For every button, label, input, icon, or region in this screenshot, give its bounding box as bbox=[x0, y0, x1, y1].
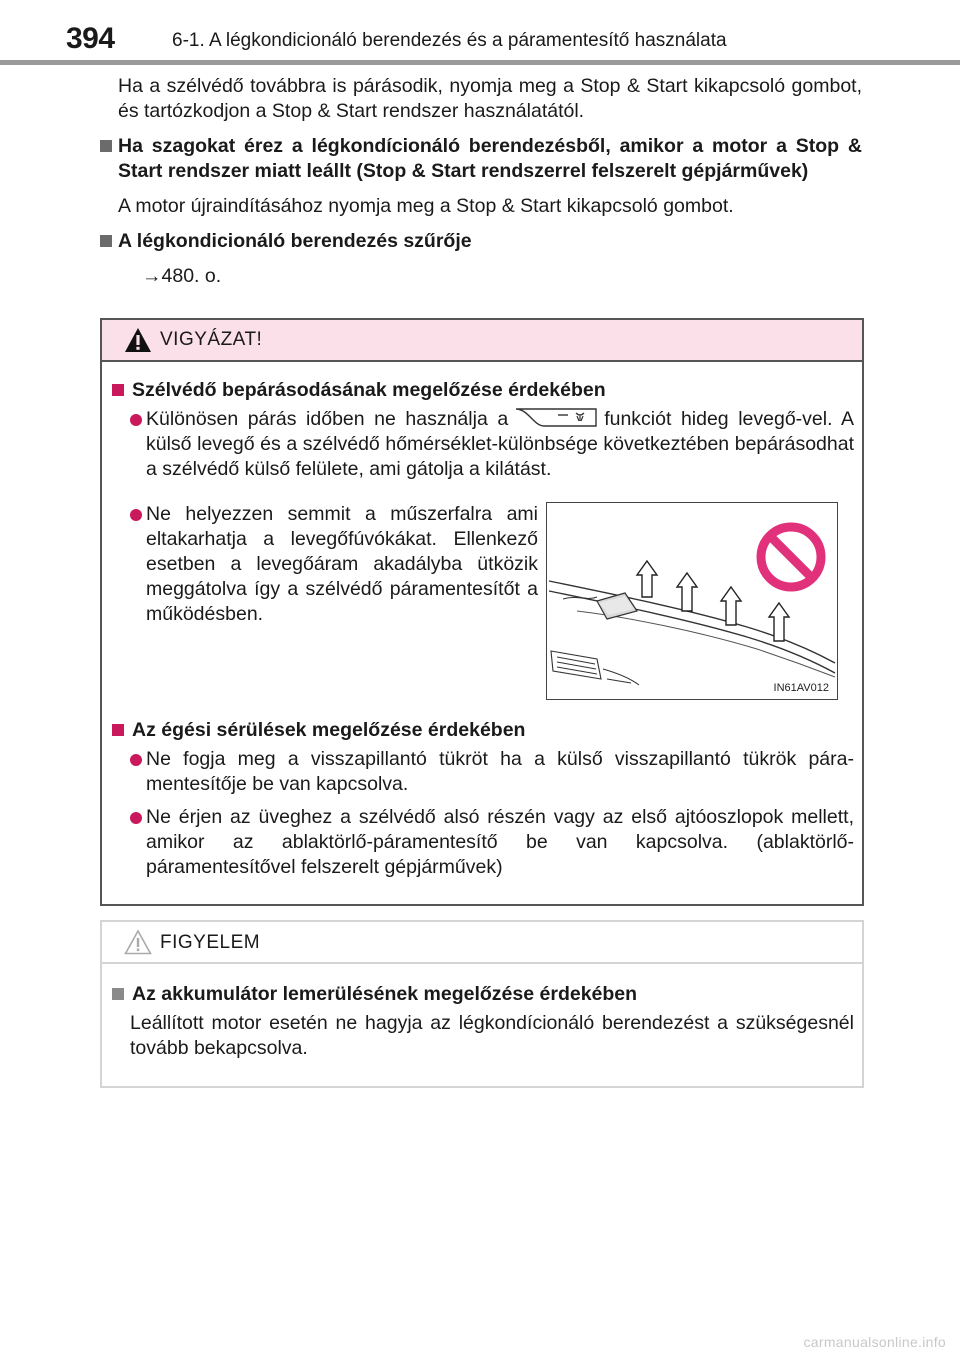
square-bullet-icon bbox=[112, 384, 124, 396]
square-bullet-icon bbox=[112, 988, 124, 1000]
page-reference-link[interactable] bbox=[100, 264, 862, 289]
caution-bullet-dashboard-text: Ne helyezzen semmit a műszerfalra ami eltakarhatja a levegőfúvókákat. Ellenkező esetben a levegőáram akadályba ütközik meggátolva így a szélvédő páramentesítőt a működésben. bbox=[146, 503, 538, 625]
bullet-dot-icon bbox=[130, 754, 142, 766]
section-heading-odor bbox=[100, 134, 862, 184]
caution-heading-burns bbox=[112, 718, 854, 743]
notice-header bbox=[102, 922, 862, 964]
caution-header bbox=[102, 320, 862, 362]
caution-heading-defog bbox=[112, 378, 854, 403]
notice-heading-text: Az akkumulátor lemerülésének megelőzése érdekében bbox=[132, 983, 638, 1005]
page-header bbox=[0, 0, 960, 58]
bullet-text-after: funkciót hideg levegő-vel. A külső levegő és a szélvédő hőmérséklet-különbsége következtében bepárásodhat a szélvédő külső felülete, ami gátolja a kilátást. bbox=[146, 408, 854, 480]
square-bullet-icon bbox=[112, 724, 124, 736]
section-heading-filter bbox=[100, 229, 862, 254]
notice-heading bbox=[112, 982, 854, 1007]
notice-content bbox=[112, 982, 854, 1061]
page-reference-text: 480. o. bbox=[161, 265, 222, 287]
notice-title: FIGYELEM bbox=[160, 932, 261, 953]
main-content bbox=[100, 74, 862, 289]
square-bullet-icon bbox=[100, 235, 112, 247]
dashboard-vents-drawing bbox=[547, 503, 837, 699]
dashboard-vents-illustration bbox=[546, 502, 838, 700]
square-bullet-icon bbox=[100, 140, 112, 152]
notice-box bbox=[100, 920, 864, 1088]
arrow-right-icon: → bbox=[142, 265, 162, 287]
figure-code: IN61AV012 bbox=[773, 682, 829, 694]
watermark: carmanualsonline.info bbox=[803, 1334, 946, 1350]
bullet-dot-icon bbox=[130, 812, 142, 824]
caution-heading-defog-text: Szélvédő bepárásodásának megelőzése érdekében bbox=[132, 379, 606, 401]
caution-title: VIGYÁZAT! bbox=[160, 329, 263, 350]
page-number: 394 bbox=[66, 22, 115, 55]
section-heading-odor-text: Ha szagokat érez a légkondícionáló berendezésből, amikor a motor a Stop & Start rendszer miatt leállt (Stop & Start rendszerrel felszerelt gépjárművek) bbox=[118, 135, 862, 182]
caution-bullet-mirror-text: Ne fogja meg a visszapillantó tükröt ha a külső visszapillantó tükrök páramentesítője be van kapcsolva. bbox=[146, 748, 854, 795]
caution-bullet-cold-air bbox=[112, 407, 854, 482]
header-rule bbox=[0, 60, 960, 65]
caution-group-burns bbox=[112, 718, 854, 880]
bullet-text-before: Különösen párás időben ne használja a bbox=[146, 408, 509, 430]
caution-box bbox=[100, 318, 864, 906]
bullet-dot-icon bbox=[130, 414, 142, 426]
caution-heading-burns-text: Az égési sérülések megelőzése érdekében bbox=[132, 719, 526, 741]
section-heading-filter-text: A légkondicionáló berendezés szűrője bbox=[118, 230, 472, 252]
caution-bullet-glass-text: Ne érjen az üveghez a szélvédő alsó részén vagy az első ajtóoszlopok mellett, amikor az ablaktörlő-páramentesítő be van kapcsolva. (ablaktörlő-páramentesítővel felszerelt gépjárművek) bbox=[146, 806, 854, 878]
intro-paragraph: Ha a szélvédő továbbra is párásodik, nyomja meg a Stop & Start kikapcsoló gombot, és tartózkodjon a Stop & Start rendszer használatától. bbox=[118, 75, 862, 122]
windshield-defogger-button-icon bbox=[514, 407, 598, 429]
section-body-odor: A motor újraindításához nyomja meg a Stop & Start kikapcsoló gombot. bbox=[118, 195, 734, 217]
notice-body: Leállított motor esetén ne hagyja az légkondícionáló berendezést a szükségesnél tovább bekapcsolva. bbox=[130, 1012, 854, 1059]
caution-bullet-dashboard bbox=[112, 502, 538, 627]
caution-bullet-glass bbox=[112, 805, 854, 880]
bullet-dot-icon bbox=[130, 509, 142, 521]
notice-triangle-icon bbox=[124, 929, 152, 955]
running-title: 6-1. A légkondicionáló berendezés és a páramentesítő használata bbox=[172, 30, 727, 51]
caution-bullet-mirror bbox=[112, 747, 854, 797]
warning-triangle-icon bbox=[124, 327, 152, 353]
